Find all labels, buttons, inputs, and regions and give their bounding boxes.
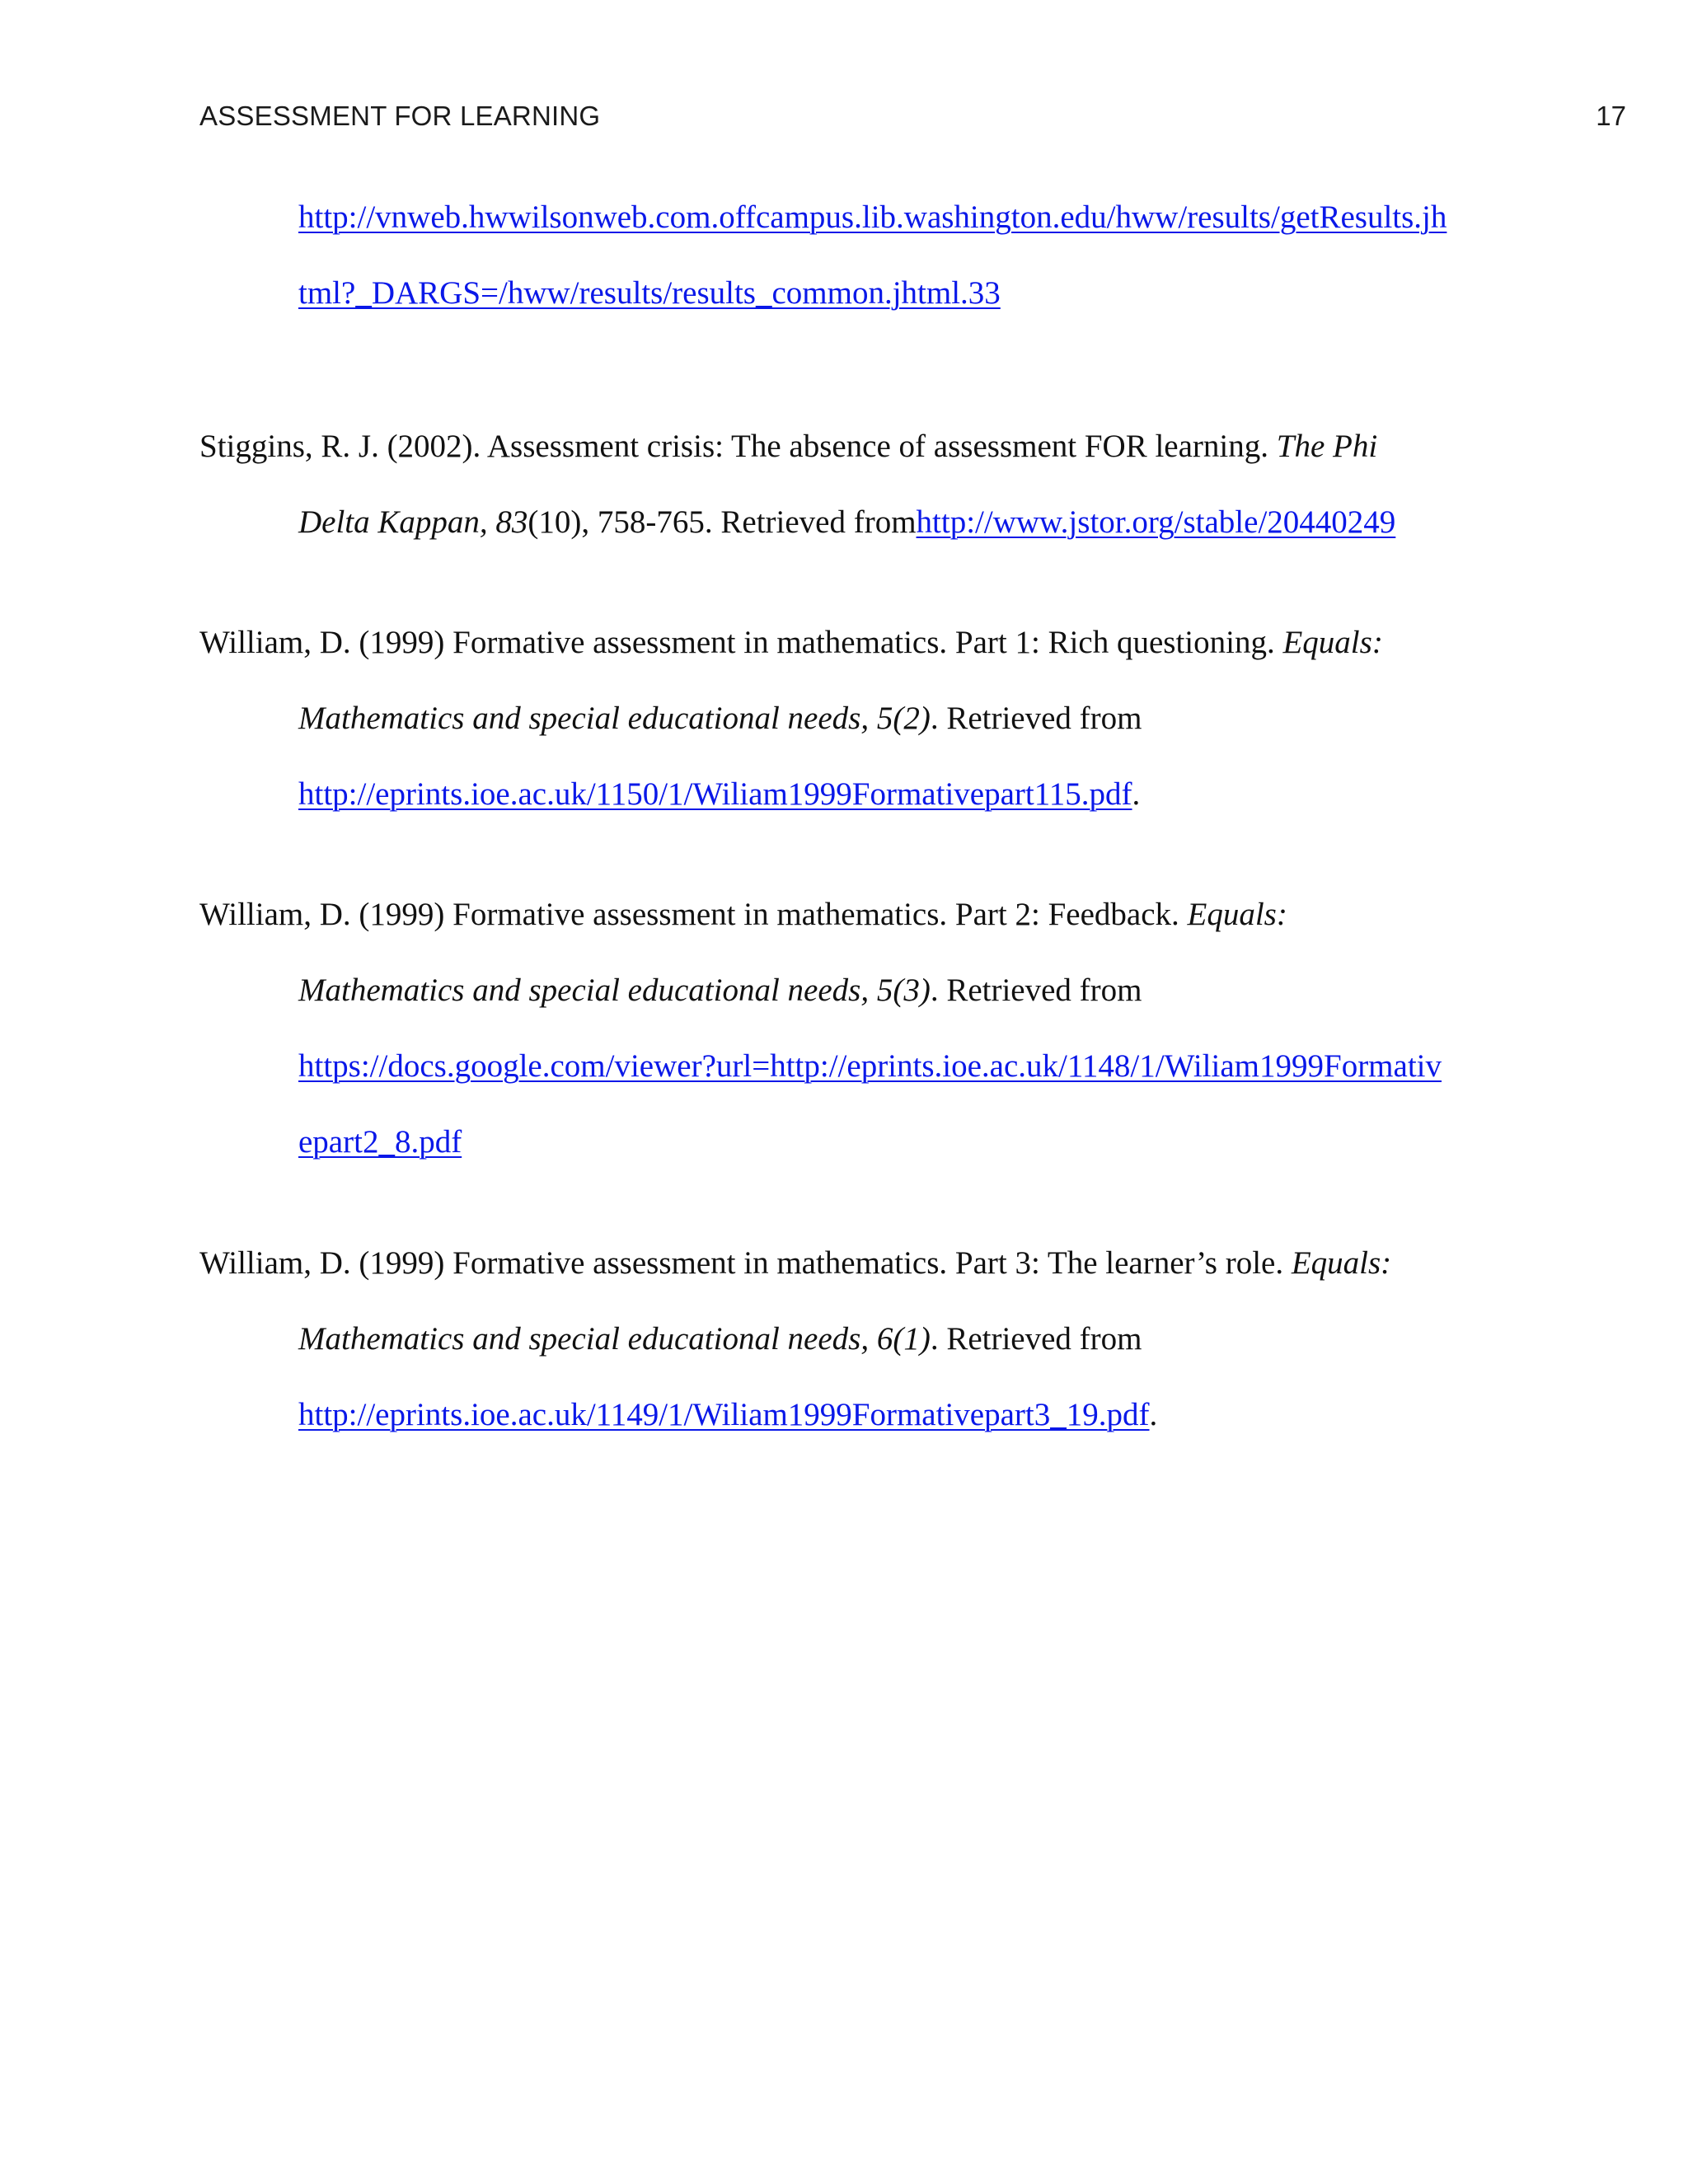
journal-title: Equals: — [1187, 897, 1287, 932]
reference-link[interactable]: epart2_8.pdf — [298, 1124, 462, 1160]
journal-title: Mathematics and special educational needs, 5(3) — [298, 972, 931, 1008]
reference-link[interactable]: http://eprints.ioe.ac.uk/1150/1/Wiliam1999Formativepart115.pdf — [298, 776, 1132, 812]
reference-william-part3-line-3 — [298, 1395, 1157, 1435]
reference-william-part3-line-1 — [199, 1244, 1391, 1283]
reference-william-part3-line-2 — [298, 1319, 1142, 1359]
reference-text: . Retrieved from — [930, 701, 1142, 736]
reference-william-part2-line-1 — [199, 895, 1287, 935]
running-head: ASSESSMENT FOR LEARNING — [199, 101, 601, 131]
reference-link[interactable]: http://www.jstor.org/stable/20440249 — [916, 504, 1396, 540]
reference-william-part1-line-1 — [199, 623, 1383, 663]
reference-text: Stiggins, R. J. (2002). Assessment crisis: The absence of assessment FOR learning. — [199, 429, 1277, 464]
reference-text: . — [1132, 776, 1141, 812]
reference-link[interactable]: tml?_DARGS=/hww/results/results_common.jhtml.33 — [298, 275, 1001, 311]
reference-link[interactable]: http://vnweb.hwwilsonweb.com.offcampus.lib.washington.edu/hww/results/getResults.jh — [298, 199, 1447, 235]
reference-link[interactable]: http://eprints.ioe.ac.uk/1149/1/Wiliam1999Formativepart3_19.pdf — [298, 1397, 1150, 1432]
journal-title: Equals: — [1291, 1245, 1392, 1281]
reference-william-part2-line-4 — [298, 1122, 462, 1162]
reference-stiggins-line-2 — [298, 503, 1395, 542]
journal-title: Equals: — [1282, 625, 1383, 660]
page-number: 17 — [1596, 101, 1626, 131]
reference-william-part1-line-2 — [298, 699, 1142, 738]
reference-text: . — [1149, 1397, 1158, 1432]
reference-link[interactable]: https://docs.google.com/viewer?url=http://eprints.ioe.ac.uk/1148/1/Wiliam1999Formativ — [298, 1048, 1442, 1084]
reference-william-part2-line-3 — [298, 1047, 1442, 1086]
reference-text: . Retrieved from — [930, 972, 1142, 1008]
reference-continuation-line-1 — [298, 198, 1447, 237]
journal-title: Mathematics and special educational needs, 6(1) — [298, 1321, 931, 1357]
reference-text: William, D. (1999) Formative assessment in mathematics. Part 2: Feedback. — [199, 897, 1188, 932]
reference-text: . Retrieved from — [930, 1321, 1142, 1357]
reference-william-part2-line-2 — [298, 971, 1142, 1010]
journal-title: The Phi — [1276, 429, 1378, 464]
reference-stiggins-line-1 — [199, 427, 1377, 466]
reference-william-part1-line-3 — [298, 775, 1140, 814]
journal-title: Delta Kappan, 83 — [298, 504, 528, 540]
reference-text: (10), 758-765. Retrieved from — [528, 504, 917, 540]
reference-text: William, D. (1999) Formative assessment in mathematics. Part 1: Rich questioning. — [199, 625, 1283, 660]
reference-text: William, D. (1999) Formative assessment in mathematics. Part 3: The learner’s role. — [199, 1245, 1292, 1281]
reference-continuation-line-2 — [298, 274, 1001, 313]
journal-title: Mathematics and special educational needs, 5(2) — [298, 701, 931, 736]
